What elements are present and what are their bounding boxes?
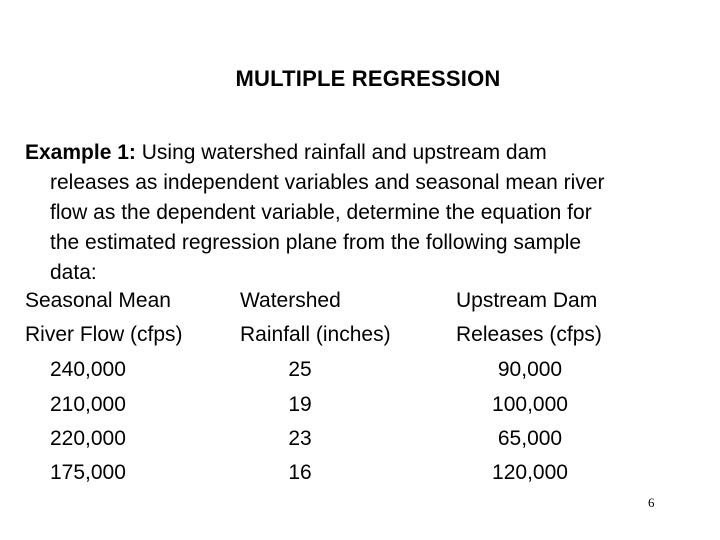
cell-dam-releases: 90,000 <box>497 358 563 381</box>
table-row <box>0 353 720 387</box>
cell-rainfall: 16 <box>288 461 312 484</box>
example-label: Example 1: <box>25 141 136 164</box>
example-line-2: releases as independent variables and seasonal mean river <box>50 171 605 194</box>
table-row <box>0 422 720 456</box>
cell-rainfall: 23 <box>288 427 312 450</box>
cell-rainfall: 19 <box>288 393 312 416</box>
table-header-row-2 <box>0 318 720 352</box>
page-number: 6 <box>648 495 655 510</box>
example-line-1 <box>25 138 705 168</box>
example-line-5: data: <box>50 261 97 284</box>
example-text: Using watershed rainfall and upstream dam <box>141 141 547 164</box>
cell-river-flow: 220,000 <box>50 427 126 450</box>
header-dam-releases: Upstream Dam <box>456 289 598 312</box>
header-rainfall-unit: Rainfall (inches) <box>240 323 391 346</box>
header-river-flow: Seasonal Mean <box>25 289 171 312</box>
table-row <box>0 456 720 490</box>
example-line-3: flow as the dependent variable, determine the equation for <box>50 201 592 224</box>
slide-title: MULTIPLE REGRESSION <box>235 66 501 91</box>
header-river-flow-unit: River Flow (cfps) <box>25 323 183 346</box>
example-paragraph <box>25 138 705 288</box>
cell-river-flow: 210,000 <box>50 393 126 416</box>
cell-rainfall: 25 <box>288 358 312 381</box>
cell-river-flow: 240,000 <box>50 358 126 381</box>
cell-river-flow: 175,000 <box>50 461 126 484</box>
header-rainfall: Watershed <box>240 289 341 312</box>
cell-dam-releases: 120,000 <box>492 461 568 484</box>
cell-dam-releases: 100,000 <box>492 393 568 416</box>
table-row <box>0 388 720 422</box>
table-header-row-1 <box>0 284 720 318</box>
example-line-4: the estimated regression plane from the following sample <box>50 231 582 254</box>
header-dam-releases-unit: Releases (cfps) <box>456 323 602 346</box>
cell-dam-releases: 65,000 <box>497 427 563 450</box>
